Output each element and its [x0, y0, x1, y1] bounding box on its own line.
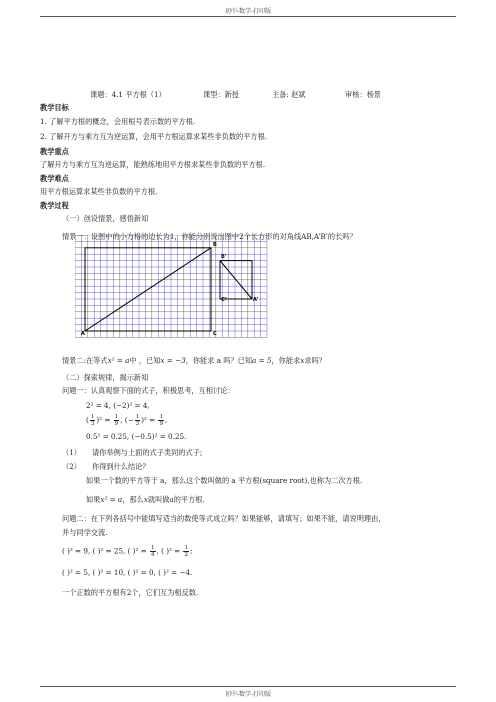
fraction: $\frac{1}{3}$ [135, 414, 140, 427]
label-b-prime: B’ [221, 254, 227, 260]
label-c-prime: C’ [221, 297, 227, 303]
fraction: $\frac{1}{4}$ [150, 545, 155, 558]
scene-2-text-c: ，你能求 a 吗？已知 [185, 356, 253, 365]
label-a-prime: A’ [253, 297, 259, 303]
goal-2: 2. 了解开方与乘方互为逆运算，会用平方根运算求某些非负数的平方根. [40, 132, 268, 141]
scene-2-eq2: x = −3 [160, 356, 186, 365]
key-title: 教学重点 [40, 147, 69, 156]
question-2: 问题二：在下列各括号中能填写适当的数使等式成立吗？如果能够，请填写；如果不能，请说明理由， [62, 514, 386, 523]
equation-2-part: ( [86, 415, 89, 425]
scene-2-var: x [300, 356, 305, 365]
sub-question-1-number: （1） [62, 448, 81, 457]
fraction: $\frac{1}{9}$ [159, 414, 164, 427]
step-2: （二）探索规律，揭示新知 [62, 373, 149, 382]
equation-2: ( $\frac{1}{3}$ )² = $\frac{1}{9}$ , (− $\frac{1}{3}$ )² = $\frac{1}{9}$ , [86, 414, 168, 427]
fraction: $\frac{1}{3}$ [90, 414, 95, 427]
question-2-cont: 并与同学交流. [62, 528, 108, 537]
info-type: 课型：新授 [203, 90, 239, 99]
scene-2 [62, 356, 326, 365]
info-lead: 主备: 赵斌 [272, 90, 306, 99]
page-footer: 初中-数学-打印版 [224, 691, 272, 698]
scene-2-text-b: 中 ，已知 [129, 356, 161, 365]
page-header: 初中-数学-打印版 [224, 8, 272, 15]
fraction: $\frac{1}{2}$ [184, 545, 189, 558]
scene-2-eq: x² = a [107, 356, 130, 365]
grid-lines [75, 235, 267, 337]
goal-title: 教学目标 [40, 103, 69, 112]
info-topic: 课题：4.1 平方根（1） [90, 90, 166, 99]
footer-rule [40, 686, 456, 687]
scene-2-text-a: 情景二:在等式 [62, 356, 108, 365]
difficulty-text: 用平方根运算求某些非负数的平方根. [40, 187, 158, 196]
diagonal-ab [85, 248, 211, 331]
process-title: 教学过程 [40, 201, 69, 210]
scene-2-text-e: 求吗？ [304, 356, 326, 365]
equation-1: 2² = 4, (−2)² = 4, [86, 401, 150, 410]
grid-figure [75, 235, 270, 339]
definition-1: 如果一个数的平方等于 a，那么这个数叫做的 a 平方根(square root),也称为二次方根. [86, 476, 363, 485]
scene-1: 情景一：设图中的小方格的边长为1，你能分别说出图中2个长方形的对角线AB,A’B’的长吗？ [62, 232, 357, 241]
fill-row-2: ( )² = 5, ( )² = 10, ( )² = 0, ( )² = −4. [62, 568, 193, 577]
closing-statement: 一个正数的平方根有2个，它们互为相反数. [62, 588, 199, 597]
definition-2: 如果x² = a，那么x就叫做a的平方根. [86, 495, 205, 504]
key-text: 了解开方与乘方互为逆运算，能熟练地用平方根求某些非负数的平方根. [40, 160, 266, 169]
label-b: B [213, 242, 217, 248]
label-a: A [81, 331, 85, 337]
header-rule [40, 16, 456, 17]
goal-1: 1. 了解平方根的概念，会用根号表示数的平方根. [40, 117, 196, 126]
step-1: （一）创设情景，感悟新知 [62, 214, 149, 223]
info-review: 审核：杨景 [345, 90, 381, 99]
difficulty-title: 教学难点 [40, 174, 69, 183]
scene-2-eq3: a = 5 [252, 356, 272, 365]
sub-question-2: 你得到什么结论？ [92, 462, 150, 471]
sub-question-2-number: （2） [62, 462, 81, 471]
label-c: C [213, 331, 217, 337]
sub-question-1: 请你举例与上面的式子类同的式子; [92, 448, 203, 457]
scene-2-text-d: ，你能求 [271, 356, 301, 365]
equation-3: 0.5² = 0.25, (−0.5)² = 0.25. [86, 432, 187, 441]
fraction: $\frac{1}{9}$ [114, 414, 119, 427]
fill-row-1: ( )² = 9, ( )² = 25, ( )² = $\frac{1}{4}$ , ( )² = $\frac{1}{2}$ ; [62, 545, 193, 558]
question-1: 问题一：认真观察下面的式子，积极思考，互相讨论： [62, 386, 235, 395]
